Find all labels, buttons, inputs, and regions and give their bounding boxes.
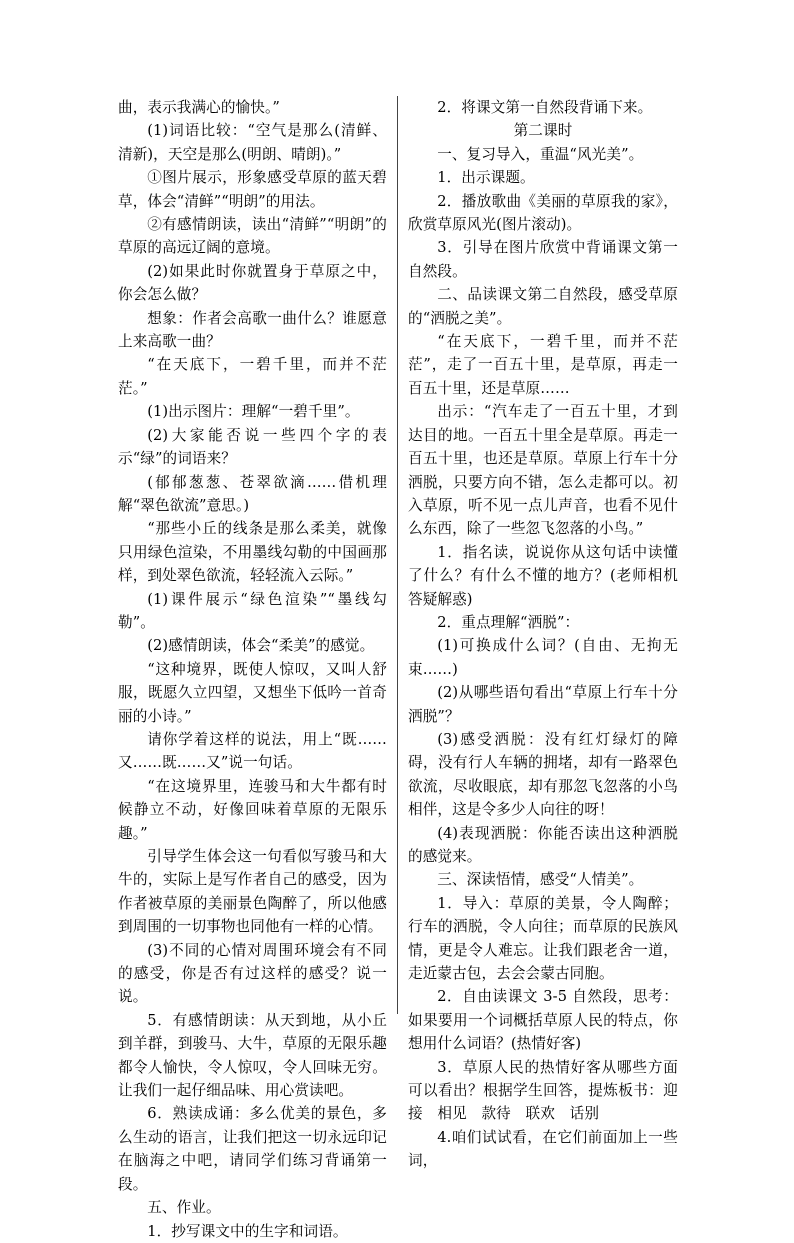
paragraph: (2)感情朗读，体会“柔美”的感觉。 — [147, 637, 375, 655]
paragraph: 请你学着这样的说法，用上“既……又……既……又”说一句话。 — [118, 730, 387, 772]
paragraph: (1)出示图片：理解“一碧千里”。 — [147, 403, 360, 421]
paragraph: 1．导入：草原的美景，令人陶醉；行车的洒脱，令人向往；而草原的民族风情，更是令人难忘。让我们跟老舍一道，走近蒙古包，去会会蒙古同胞。 — [408, 894, 678, 983]
paragraph: 引导学生体会这一句看似写骏马和大牛的，实际上是写作者自己的感受，因为作者被草原的美丽景色陶醉了，所以他感到周围的一切事物也同他有一样的心情。 — [118, 848, 387, 936]
paragraph: ②有感情朗读，读出“清鲜”“明朗”的草原的高远辽阔的意境。 — [118, 216, 387, 257]
paragraph: “那些小丘的线条是那么柔美，就像只用绿色渲染，不用墨线勾勒的中国画那样，到处翠色欲流，轻轻流入云际。” — [118, 520, 387, 585]
paragraph: “在这境界里，连骏马和大牛都有时候静立不动，好像回味着草原的无限乐趣。” — [118, 777, 387, 842]
paragraph: 2．重点理解“洒脱”： — [437, 613, 580, 631]
paragraph: 1．出示课题。 — [437, 169, 535, 187]
paragraph: “在天底下，一碧千里，而并不茫茫”，走了一百五十里，是草原，再走一百五十里，还是草原…… — [408, 333, 678, 397]
paragraph: (3)感受洒脱：没有红灯绿灯的障碍，没有行人车辆的拥堵，却有一路翠色欲流，尽收眼底，却有那忽飞忽落的小鸟相伴，这是令多少人向往的呀！ — [408, 730, 678, 819]
paragraph: (郁郁葱葱、苍翠欲滴……借机理解“翠色欲流”意思。) — [118, 473, 387, 514]
paragraph: (2)从哪些语句看出“草原上行车十分洒脱”？ — [408, 684, 678, 725]
paragraph: (2)如果此时你就置身于草原之中，你会怎么做？ — [118, 262, 387, 304]
paragraph: ①图片展示，形象感受草原的蓝天碧草，体会“清鲜”“明朗”的用法。 — [118, 169, 387, 210]
paragraph: (3)不同的心情对周围环境会有不同的感受，你是否有过这样的感受？说一说。 — [118, 941, 387, 1006]
paragraph: (1)可换成什么词？(自由、无拘无束……) — [408, 637, 678, 678]
paragraph: 五、作业。 — [147, 1199, 221, 1217]
paragraph: (1)课件展示“绿色渲染”“墨线勾勒”。 — [118, 590, 387, 631]
paragraph: 2．播放歌曲《美丽的草原我的家》，欣赏草原风光(图片滚动)。 — [408, 192, 678, 234]
paragraph: 二、品读课文第二自然段，感受草原的“洒脱之美”。 — [408, 286, 678, 327]
paragraph: 6．熟读成诵：多么优美的景色，多么生动的语言，让我们把这一切永远印记在脑海之中吧，请同学们练习背诵第一段。 — [118, 1105, 387, 1193]
paragraph: 3．草原人民的热情好客从哪些方面可以看出？根据学生回答，提炼板书：迎接 相见 款待 联欢 话别 — [408, 1058, 678, 1123]
paragraph: 4.咱们试试看，在它们前面加上一些词， — [408, 1128, 678, 1170]
paragraph: 出示：“汽车走了一百五十里，才到达目的地。一百五十里全是草原。再走一百五十里，也还是草原。草原上行车十分洒脱，只要方向不错，怎么走都可以。初入草原，听不见一点儿声音，也看不见什么东西，除了一些忽飞忽落的小鸟。” — [408, 403, 678, 538]
paragraph: (2)大家能否说一些四个字的表示“绿”的词语来？ — [118, 426, 387, 468]
paragraph: 3．引导在图片欣赏中背诵课文第一自然段。 — [408, 239, 678, 280]
paragraph: 曲，表示我满心的愉快。” — [118, 99, 280, 116]
paragraph: 1．抄写课文中的生字和词语。 — [147, 1222, 348, 1240]
paragraph: 想象：作者会高歌一曲什么？谁愿意上来高歌一曲？ — [118, 309, 387, 351]
paragraph: 2．将课文第一自然段背诵下来。 — [437, 99, 653, 116]
paragraph: 一、复习导入，重温“风光美”。 — [437, 145, 644, 163]
right-column — [408, 96, 678, 1173]
paragraph: 5．有感情朗读：从天到地，从小丘到羊群，到骏马、大牛，草原的无限乐趣都令人愉快，令人惊叹，令人回味无穷。让我们一起仔细品味、用心赏读吧。 — [118, 1011, 387, 1100]
section-heading: 第二课时 — [513, 122, 573, 140]
paragraph: 2．自由读课文 3-5 自然段，思考：如果要用一个词概括草原人民的特点，你想用什么词语？(热情好客) — [408, 988, 678, 1053]
paragraph: (4)表现洒脱：你能否读出这种洒脱的感觉来。 — [408, 824, 678, 865]
left-column — [118, 96, 387, 1243]
paragraph: (1)词语比较：“空气是那么(清鲜、清新)，天空是那么(明朗、晴朗)。” — [118, 122, 387, 163]
paragraph: “这种境界，既使人惊叹，又叫人舒服，既愿久立四望，又想坐下低吟一首奇丽的小诗。” — [118, 660, 387, 725]
column-divider — [397, 96, 398, 1014]
paragraph: 三、深读悟情，感受“人情美”。 — [437, 871, 644, 889]
paragraph: 1．指名读，说说你从这句话中读懂了什么？有什么不懂的地方？(老师相机答疑解惑) — [408, 543, 678, 608]
paragraph: “在天底下，一碧千里，而并不茫茫。” — [118, 356, 387, 397]
